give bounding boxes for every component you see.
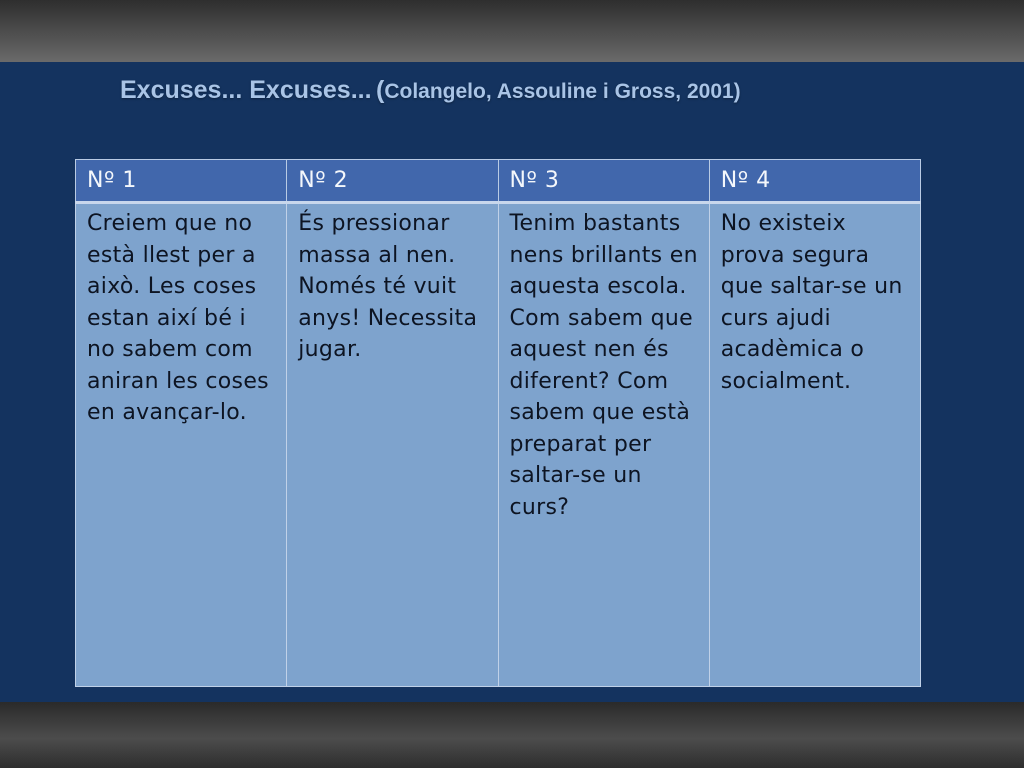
column-header-1: Nº 1 (76, 160, 287, 203)
excuse-cell-2: És pressionar massa al nen. Només té vuit anys! Necessita jugar. (287, 203, 498, 687)
slide-panel (0, 62, 1024, 702)
slide-title-main: Excuses... Excuses... (120, 76, 372, 104)
column-header-2: Nº 2 (287, 160, 498, 203)
excuses-table (75, 159, 921, 687)
slide-title-citation: Colangelo, Assouline i Gross, 2001) (384, 80, 741, 103)
column-header-4: Nº 4 (709, 160, 920, 203)
excuse-cell-4: No existeix prova segura que saltar-se un curs ajudi acadèmica o socialment. (709, 203, 920, 687)
slide-title (120, 76, 1000, 105)
top-frame-band (0, 0, 1024, 62)
excuse-cell-3: Tenim bastants nens brillants en aquesta escola. Com sabem que aquest nen és diferent? Com sabem que està preparat per saltar-se un curs? (498, 203, 709, 687)
table-header-row (76, 160, 921, 203)
slide-title-paren: ( (376, 76, 385, 104)
column-header-3: Nº 3 (498, 160, 709, 203)
excuse-cell-1: Creiem que no està llest per a això. Les coses estan així bé i no sabem com aniran les coses en avançar-lo. (76, 203, 287, 687)
bottom-frame-band (0, 702, 1024, 768)
table-row (76, 203, 921, 687)
